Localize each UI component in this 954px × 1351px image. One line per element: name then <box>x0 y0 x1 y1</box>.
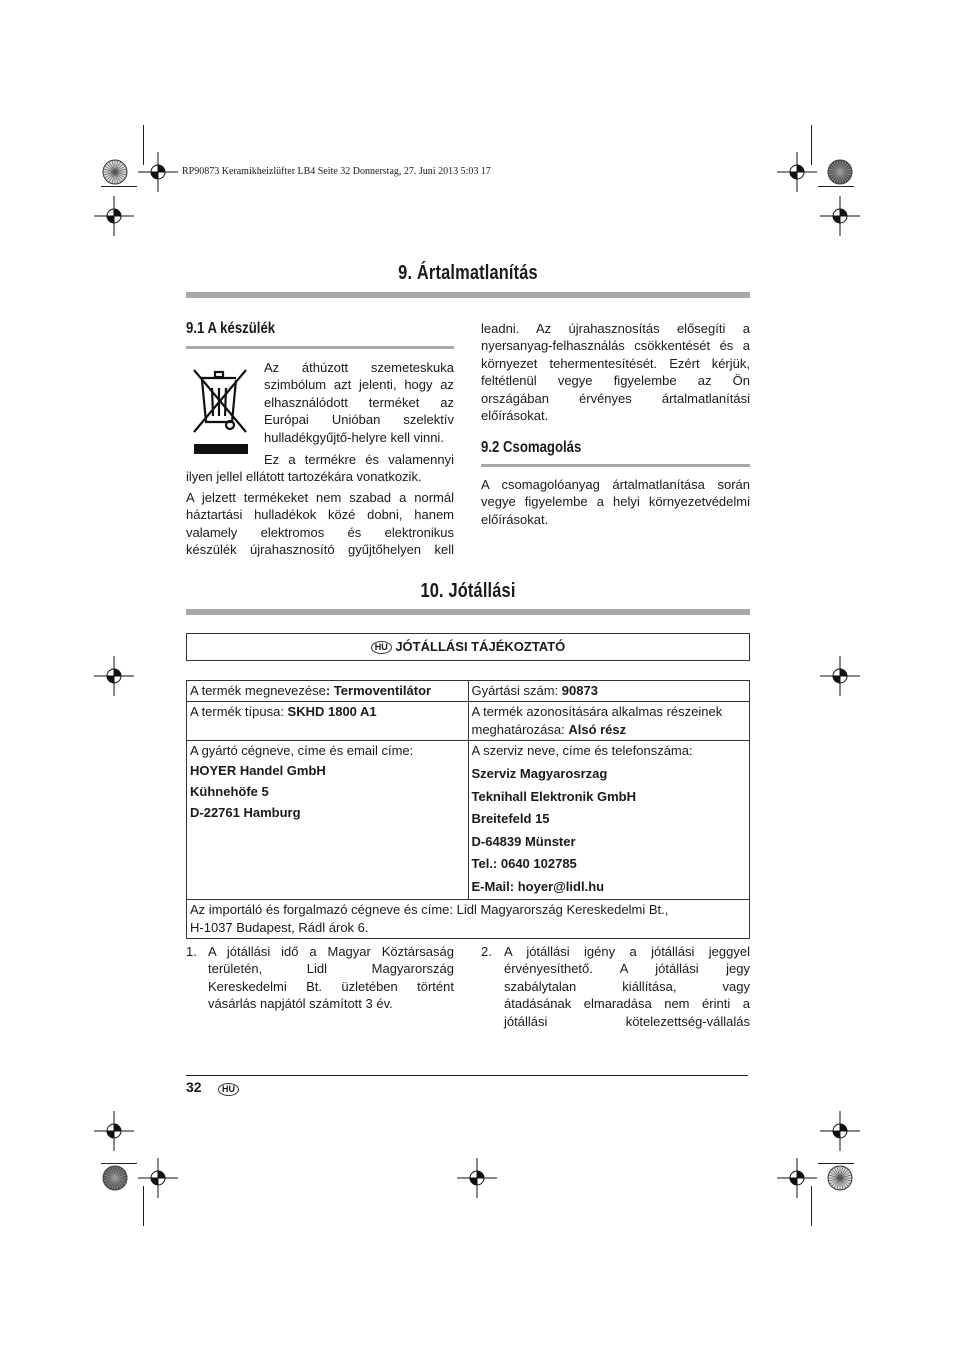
registration-mark-icon <box>94 196 134 241</box>
section-10-divider <box>186 609 750 615</box>
text-line: készülék újrahasznosító gyűjtőhelyen kell <box>186 542 454 558</box>
section-9-1-text-wrapped <box>264 359 454 446</box>
text-line: A jelzett termékeket nem szabad a normál <box>186 489 454 505</box>
footer-hu-badge: HU <box>218 1081 239 1099</box>
text-line: szimbólum azt jelenti, hogy az <box>264 377 454 393</box>
registration-mark-icon <box>457 1158 497 1203</box>
text-line: leadni. Az újrahasznosítás elősegíti a <box>481 321 750 336</box>
text-line: Európai Unióban szelektív <box>264 412 454 428</box>
section-9-divider <box>186 292 750 298</box>
text-line: vegye figyelembe a helyi környezetvédelmi <box>481 494 750 510</box>
page-number: 32 <box>186 1079 202 1095</box>
text-line: átadásának elmaradása nem érinti a <box>504 996 750 1012</box>
serial-number-cell: Gyártási szám: 90873 <box>468 681 750 702</box>
text-line: A csomagolóanyag ártalmatlanítása során <box>481 477 750 492</box>
registration-mark-icon <box>820 656 860 701</box>
text-line: környezet tehermentesítését. Ezért kérjük, <box>481 355 750 371</box>
footer-rule <box>186 1075 748 1076</box>
table-row <box>187 702 750 741</box>
text-line: jótállási kötelezettség-vállalás <box>504 1013 750 1029</box>
section-9-1-continued-text <box>481 320 750 424</box>
text-line: érvényesíthető. A jótállási jegy <box>504 961 750 977</box>
text-line: feltétlenül vegye figyelembe az Ön <box>481 373 750 389</box>
crop-mark <box>811 125 812 165</box>
service-cell: A szerviz neve, címe és telefonszáma: Szerviz Magyarosrzag Teknihall Elektronik GmbH Breitefeld 15 D-64839 Münster Tel.: 0640 102785 E-Mail: hoyer@lidl.hu <box>468 741 750 900</box>
text-line: országában érvényes ártalmatlanítási <box>481 390 750 406</box>
section-9-2-title: 9.2 Csomagolás <box>481 439 582 456</box>
identifying-parts-cell: A termék azonosítására alkalmas részeinek meghatározása: Alsó rész <box>468 702 750 741</box>
text-line: nyersanyag-felhasználás csökkentését és a <box>481 338 750 354</box>
text-line: előírásokat. <box>481 408 549 424</box>
warranty-info-box <box>186 633 750 661</box>
section-9-1-text <box>186 451 454 558</box>
manufacturer-cell: A gyártó cégneve, címe és email címe: HOYER Handel GmbH Kühnehöfe 5 D-22761 Hamburg <box>187 741 469 900</box>
warranty-info-title: JÓTÁLLÁSI TÁJÉKOZTATÓ <box>395 639 566 654</box>
crop-mark <box>101 186 137 187</box>
crop-mark <box>811 1186 812 1226</box>
crop-mark <box>101 1163 137 1164</box>
registration-mark-icon <box>94 1111 134 1156</box>
text-line: ilyen jellel ellátott tartozékára vonatkozik. <box>186 469 422 485</box>
section-9-1-title: 9.1 A készülék <box>186 320 276 337</box>
table-row <box>187 900 750 939</box>
text-line: előírásokat. <box>481 511 549 527</box>
text-line: hulladékgyűjtő-helyre kell vinni. <box>264 429 444 445</box>
table-row <box>187 681 750 702</box>
text-line: Ez a termékre és valamennyi <box>264 452 454 467</box>
warranty-table <box>186 680 750 939</box>
color-target-icon <box>827 1165 853 1196</box>
crop-mark <box>818 186 854 187</box>
crop-mark <box>818 1163 854 1164</box>
item-2-number: 2. <box>481 944 492 959</box>
color-target-icon <box>102 1165 128 1196</box>
registration-mark-icon <box>820 196 860 241</box>
hu-badge: HU <box>371 641 392 654</box>
section-10-title: 10. Jótállási <box>420 580 516 602</box>
text-line: területén, Lidl Magyarország <box>208 961 454 977</box>
crossed-out-wheelie-bin-icon <box>190 366 252 458</box>
text-line: háztartási hulladékok közé dobni, hanem <box>186 507 454 523</box>
registration-mark-icon <box>138 1158 178 1203</box>
item-1-text <box>208 943 454 1013</box>
text-line: elhasználódott terméket az <box>264 394 454 410</box>
item-1-number: 1. <box>186 944 197 959</box>
section-9-2-text <box>481 476 750 528</box>
section-9-2-divider <box>481 464 750 467</box>
product-type-cell: A termék típusa: SKHD 1800 A1 <box>187 702 469 741</box>
crop-mark <box>143 1186 144 1226</box>
item-2-text <box>504 943 750 1030</box>
text-line: Kereskedelmi Bt. üzletében történt <box>208 978 454 994</box>
text-line: vásárlás napjától számított 3 év. <box>208 996 393 1012</box>
text-line: valamely elektromos és elektronikus <box>186 524 454 540</box>
table-row <box>187 741 750 900</box>
importer-cell: Az importáló és forgalmazó cégneve és címe: Lidl Magyarország Kereskedelmi Bt., H-1037 Budapest, Rádl árok 6. <box>187 900 750 939</box>
crop-mark <box>143 125 144 165</box>
section-9-1-divider <box>186 346 454 349</box>
print-header: RP90873 Keramikheizlüfter LB4 Seite 32 Donnerstag, 27. Juni 2013 5:03 17 <box>182 166 491 177</box>
text-line: A jótállási igény a jótállási jeggyel <box>504 944 750 959</box>
registration-mark-icon <box>820 1111 860 1156</box>
registration-mark-icon <box>94 656 134 701</box>
product-name-cell: A termék megnevezése: Termoventilátor <box>187 681 469 702</box>
registration-mark-icon <box>138 152 178 197</box>
text-line: Az áthúzott szemeteskuka <box>264 360 454 375</box>
text-line: A jótállási idő a Magyar Köztársaság <box>208 944 454 959</box>
section-9-title: 9. Ártalmatlanítás <box>398 262 538 284</box>
text-line: szabálytalan kiállítása, vagy <box>504 978 750 994</box>
